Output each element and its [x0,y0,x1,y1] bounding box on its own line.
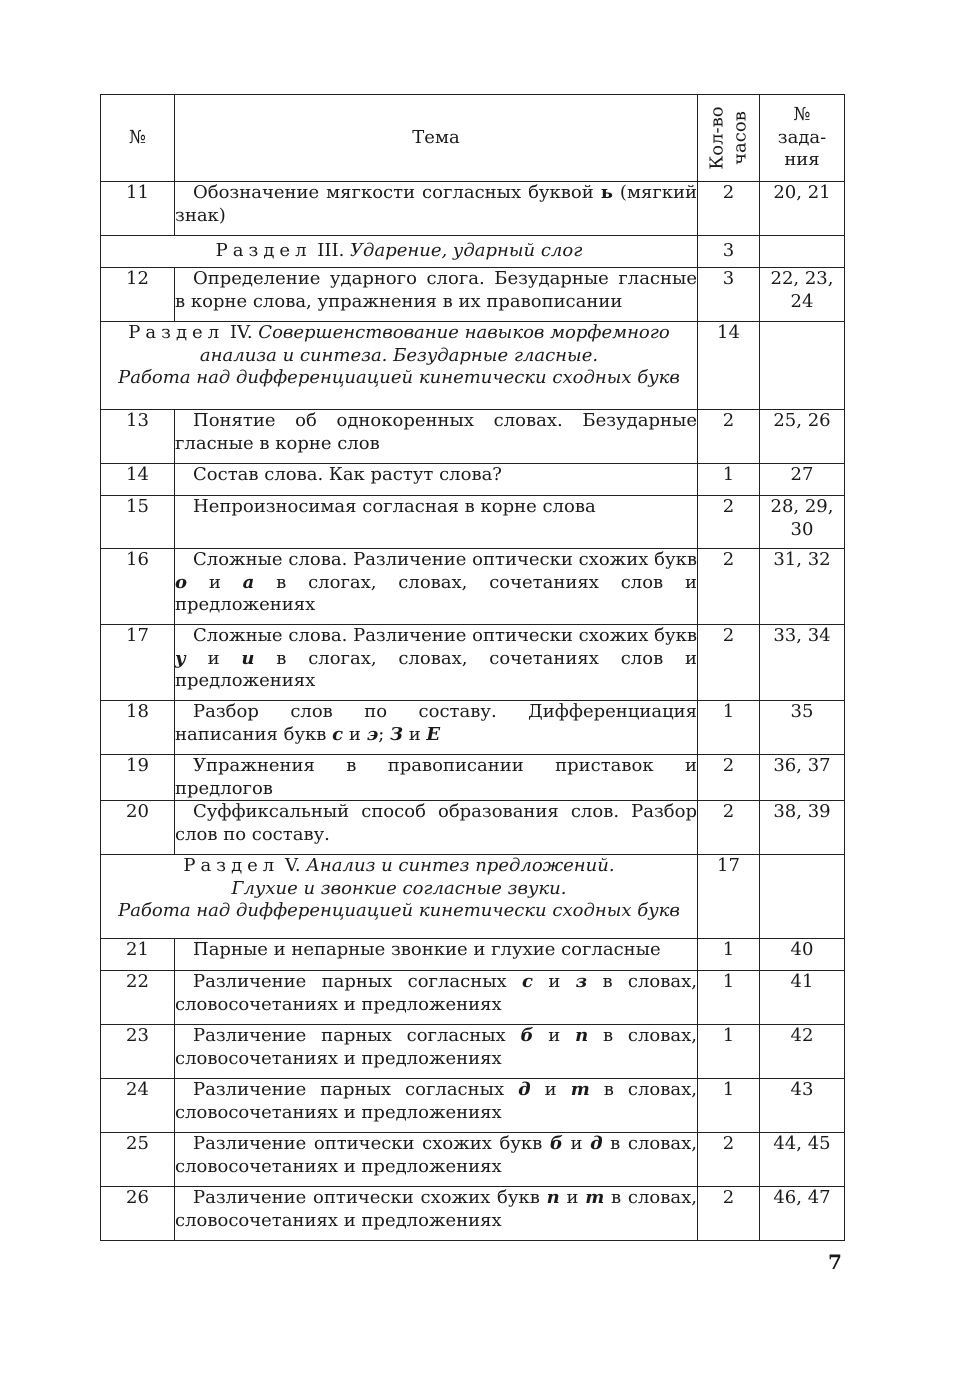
table-row [101,1025,845,1079]
section-task [760,236,845,268]
row-number: 25 [101,1133,175,1187]
row-number: 18 [101,701,175,755]
header-task-line-1: № [793,104,811,126]
section-task [760,322,845,410]
table-row [101,1133,845,1187]
row-number: 13 [101,410,175,464]
row-topic: Сложные слова. Различение оптически схожих букв у и и в слогах, словах, сочетаниях слов и предложениях [175,625,698,701]
row-number: 22 [101,971,175,1025]
row-topic: Парные и непарные звонкие и глухие согласные [175,939,698,971]
row-number: 16 [101,549,175,625]
row-task: 40 [760,939,845,971]
row-hours: 3 [698,268,760,322]
table-row [101,939,845,971]
row-topic: Обозначение мягкости согласных буквой ь (мягкий знак) [175,182,698,236]
table-row [101,625,845,701]
row-number: 26 [101,1187,175,1241]
row-topic: Сложные слова. Различение оптически схожих букв о и а в слогах, словах, сочетаниях слов и предложениях [175,549,698,625]
section-task [760,855,845,939]
table-row [101,1079,845,1133]
row-topic: Разбор слов по составу. Дифференциация написания букв с и э; З и Е [175,701,698,755]
section-title: Раздел V. Анализ и синтез предложений. Глухие и звонкие согласные звуки. Работа над дифференциацией кинетически сходных букв [101,855,698,939]
header-number: № [101,95,175,182]
table-header-row [101,95,845,182]
row-number: 17 [101,625,175,701]
row-hours: 2 [698,625,760,701]
row-topic: Суффиксальный способ образования слов. Разбор слов по составу. [175,801,698,855]
table-row [101,182,845,236]
row-hours: 1 [698,701,760,755]
row-task: 44, 45 [760,1133,845,1187]
lesson-plan-table [100,94,845,1241]
row-task: 28, 29, 30 [760,496,845,549]
section-row [101,322,845,410]
row-hours: 2 [698,801,760,855]
section-hours: 3 [698,236,760,268]
table-row [101,549,845,625]
section-hours: 14 [698,322,760,410]
row-task: 46, 47 [760,1187,845,1241]
row-hours: 2 [698,755,760,801]
row-topic: Непроизносимая согласная в корне слова [175,496,698,549]
table-row [101,701,845,755]
row-number: 21 [101,939,175,971]
table-row [101,755,845,801]
row-number: 23 [101,1025,175,1079]
row-topic: Различение парных согласных с и з в словах, словосочетаниях и предложениях [175,971,698,1025]
row-hours: 2 [698,410,760,464]
row-task: 41 [760,971,845,1025]
page-number: 7 [828,1250,842,1274]
row-topic: Определение ударного слога. Безударные гласные в корне слова, упражнения в их правописании [175,268,698,322]
row-task: 33, 34 [760,625,845,701]
row-topic: Различение парных согласных д и т в словах, словосочетаниях и предложениях [175,1079,698,1133]
row-task: 35 [760,701,845,755]
section-row [101,236,845,268]
header-hours [698,95,760,182]
row-hours: 1 [698,1079,760,1133]
table-row [101,410,845,464]
row-topic: Понятие об однокоренных словах. Безударные гласные в корне слов [175,410,698,464]
header-hours-label: Кол-во часов [706,106,750,170]
row-hours: 1 [698,1025,760,1079]
row-task: 31, 32 [760,549,845,625]
row-number: 15 [101,496,175,549]
header-task [760,95,845,182]
section-title: Раздел III. Ударение, ударный слог [101,236,698,268]
table-row [101,1187,845,1241]
row-hours: 2 [698,1133,760,1187]
row-number: 14 [101,464,175,496]
row-hours: 2 [698,549,760,625]
row-hours: 2 [698,1187,760,1241]
section-title: Раздел IV. Совершенствование навыков морфемного анализа и синтеза. Безударные гласные. Работа над дифференциацией кинетически сходных букв [101,322,698,410]
table-row [101,496,845,549]
row-topic: Различение парных согласных б и п в словах, словосочетаниях и предложениях [175,1025,698,1079]
header-task-line-3: ния [784,149,820,171]
row-hours: 1 [698,939,760,971]
row-topic: Различение оптически схожих букв п и т в словах, словосочетаниях и предложениях [175,1187,698,1241]
row-task: 20, 21 [760,182,845,236]
table-row [101,971,845,1025]
row-topic: Различение оптически схожих букв б и д в словах, словосочетаниях и предложениях [175,1133,698,1187]
row-topic: Упражнения в правописании приставок и предлогов [175,755,697,799]
row-hours: 1 [698,464,760,496]
row-task: 43 [760,1079,845,1133]
table-row [101,801,845,855]
row-number: 11 [101,182,175,236]
header-task-line-2: зада- [777,126,827,148]
row-task: 22, 23, 24 [760,268,845,322]
table-row [101,268,845,322]
row-hours: 2 [698,182,760,236]
row-task: 25, 26 [760,410,845,464]
row-number: 20 [101,801,175,855]
row-task: 38, 39 [760,801,845,855]
row-task: 36, 37 [760,755,845,801]
section-row [101,855,845,939]
table-row [101,464,845,496]
row-number: 12 [101,268,175,322]
row-task: 27 [760,464,845,496]
row-number: 19 [101,755,175,801]
row-number: 24 [101,1079,175,1133]
row-hours: 2 [698,496,760,549]
section-hours: 17 [698,855,760,939]
header-topic: Тема [175,95,698,182]
row-hours: 1 [698,971,760,1025]
row-task: 42 [760,1025,845,1079]
row-topic: Состав слова. Как растут слова? [175,464,698,496]
